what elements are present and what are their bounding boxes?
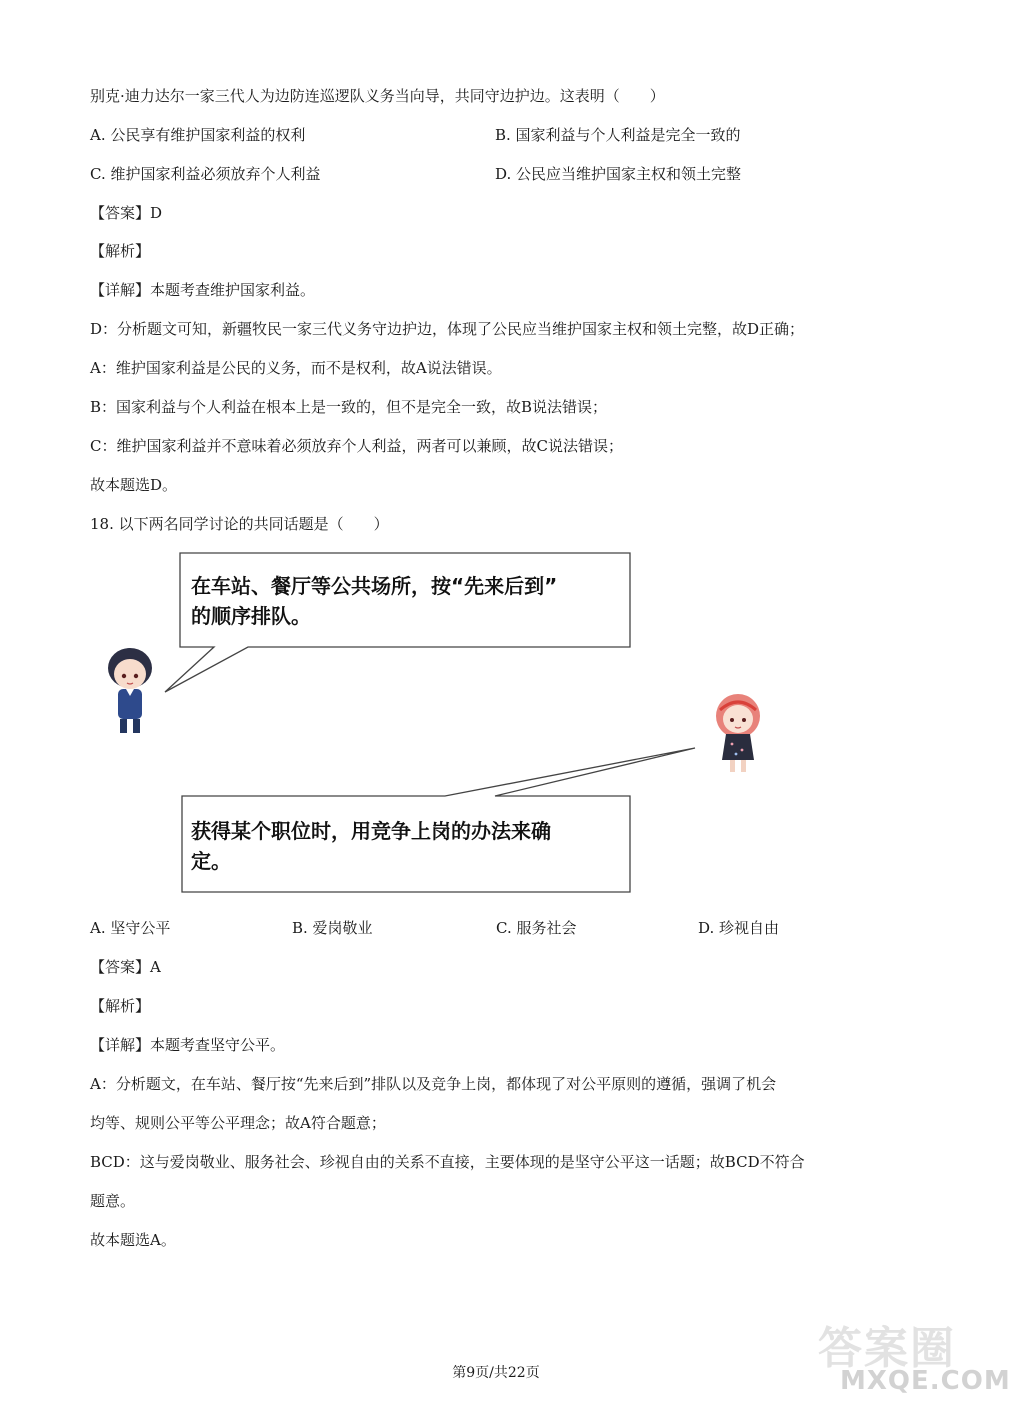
q17-analysis-line: 故本题选D。 (90, 476, 178, 494)
q17-answer: 【答案】D (90, 204, 163, 222)
bubble-bottom-line-1: 获得某个职位时，用竞争上岗的办法来确 (191, 819, 551, 843)
q18-option-a: A. 坚守公平 (90, 919, 171, 937)
q18-analysis-line: 题意。 (90, 1192, 136, 1210)
q17-option-b: B. 国家利益与个人利益是完全一致的 (495, 126, 741, 144)
bubble-top-line-1: 在车站、餐厅等公共场所，按“先来后到” (191, 574, 558, 598)
q18-option-b: B. 爱岗敬业 (292, 919, 373, 937)
q18-option-d: D. 珍视自由 (698, 919, 780, 937)
boy-illustration (100, 640, 160, 740)
q18-stem: 18. 以下两名同学讨论的共同话题是（ ） (90, 515, 389, 533)
bubble-bottom-line-2: 定。 (191, 849, 231, 873)
q18-analysis-heading: 【解析】 (90, 997, 151, 1015)
q17-analysis-line: 【详解】本题考查维护国家利益。 (90, 281, 316, 299)
girl-illustration (708, 688, 768, 778)
q18-answer: 【答案】A (90, 958, 161, 976)
q18-option-c: C. 服务社会 (496, 919, 577, 937)
q18-analysis-line: A：分析题文，在车站、餐厅按“先来后到”排队以及竞争上岗，都体现了对公平原则的遵循，强调了机会 (90, 1075, 777, 1093)
q17-analysis-line: C：维护国家利益并不意味着必须放弃个人利益，两者可以兼顾，故C说法错误； (90, 437, 623, 455)
q17-analysis-line: A：维护国家利益是公民的义务，而不是权利，故A说法错误。 (90, 359, 502, 377)
bubble-top-line-2: 的顺序排队。 (191, 604, 311, 628)
q17-option-a: A. 公民享有维护国家利益的权利 (90, 126, 306, 144)
q17-option-c: C. 维护国家利益必须放弃个人利益 (90, 165, 321, 183)
q17-stem: 别克·迪力达尔一家三代人为边防连巡逻队义务当向导，共同守边护边。这表明（ ） (90, 87, 665, 105)
q17-analysis-heading: 【解析】 (90, 242, 151, 260)
q17-option-d: D. 公民应当维护国家主权和领土完整 (495, 165, 742, 183)
watermark-logo: 答案圈 (818, 1323, 956, 1374)
q18-analysis-line: 【详解】本题考查坚守公平。 (90, 1036, 286, 1054)
watermark-site: MXQE.COM (840, 1366, 1011, 1396)
q18-analysis-line: 均等、规则公平等公平理念；故A符合题意； (90, 1114, 386, 1132)
q18-analysis-line: 故本题选A。 (90, 1231, 176, 1249)
q18-analysis-line: BCD：这与爱岗敬业、服务社会、珍视自由的关系不直接，主要体现的是坚守公平这一话题；故BCD不符合 (90, 1153, 805, 1171)
page-footer: 第9页/共22页 (452, 1365, 540, 1381)
q17-analysis-line: B：国家利益与个人利益在根本上是一致的，但不是完全一致，故B说法错误； (90, 398, 608, 416)
q17-analysis-line: D：分析题文可知，新疆牧民一家三代义务守边护边，体现了公民应当维护国家主权和领土完整，故D正确； (90, 320, 805, 338)
